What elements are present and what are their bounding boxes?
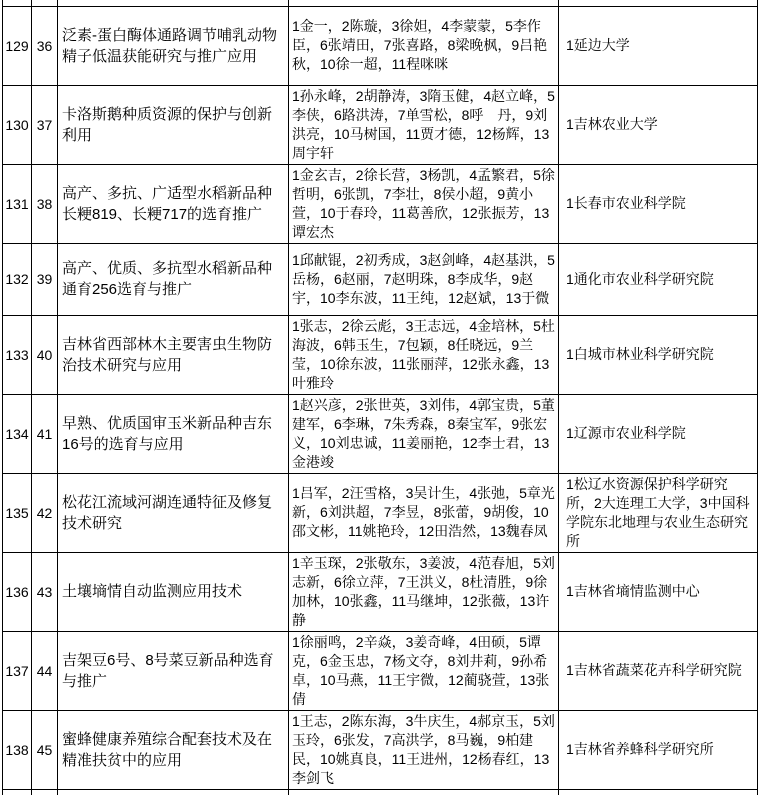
table-row	[3, 710, 758, 789]
row-seq: 136	[3, 552, 32, 631]
project-title: 泛素-蛋白酶体通路调节哺乳动物精子低温获能研究与推广应用	[58, 6, 289, 85]
row-no: 43	[32, 552, 58, 631]
clipped-cell	[32, 789, 58, 795]
project-institution: 1通化市农业科学研究院	[559, 243, 758, 315]
row-seq: 134	[3, 394, 32, 473]
clipped-cell	[3, 789, 32, 795]
project-institution: 1松辽水资源保护科学研究所，2大连理工大学，3中国科学院东北地理与农业生态研究所	[559, 473, 758, 552]
table-row	[3, 552, 758, 631]
clipped-cell	[58, 789, 289, 795]
project-members: 1邱献锟，2初秀成，3赵剑峰，4赵基洪，5岳杨，6赵丽，7赵明珠，8李成华，9赵宇，10李东波，11王纯，12赵斌，13于微	[289, 243, 559, 315]
row-seq: 132	[3, 243, 32, 315]
project-institution: 1吉林农业大学	[559, 85, 758, 164]
project-members: 1金一，2陈璇，3徐妲，4李蒙蒙，5李作臣，6张靖田，7张喜路，8梁晚枫，9吕艳秋，10徐一超，11程咪咪	[289, 6, 559, 85]
row-seq: 138	[3, 710, 32, 789]
row-no: 44	[32, 631, 58, 710]
project-title: 吉林省西部林木主要害虫生物防治技术研究与应用	[58, 315, 289, 394]
row-seq: 133	[3, 315, 32, 394]
row-no: 41	[32, 394, 58, 473]
project-members: 1徐丽鸣，2辛焱，3姜奇峰，4田硕，5谭克，6金玉忠，7杨文夺，8刘井莉，9孙希卓，10马燕，11王宇微，12蔺骁萱，13张倩	[289, 631, 559, 710]
project-institution: 1吉林省蔬菜花卉科学研究院	[559, 631, 758, 710]
project-institution: 1辽源市农业科学院	[559, 394, 758, 473]
row-seq: 135	[3, 473, 32, 552]
row-seq: 131	[3, 164, 32, 243]
project-members: 1赵兴彦，2张世英，3刘伟，4郭宝贵，5董建军，6李琳，7朱秀森，8秦宝军，9张宏义，10刘忠诚，11姜丽艳，12李士君，13金港竣	[289, 394, 559, 473]
row-seq: 129	[3, 6, 32, 85]
project-title: 高产、优质、多抗型水稻新品种通育256选育与推广	[58, 243, 289, 315]
project-institution: 1吉林省墒情监测中心	[559, 552, 758, 631]
project-title: 高产、多抗、广适型水稻新品种长粳819、长粳717的选育推广	[58, 164, 289, 243]
project-members: 1金玄吉，2徐长营，3杨凯，4孟繁君，5徐哲明，6张凯，7李壮，8侯小超，9黄小萱，10于春玲，11葛善欣，12张振芳，13谭宏杰	[289, 164, 559, 243]
row-no: 45	[32, 710, 58, 789]
row-no: 40	[32, 315, 58, 394]
project-title: 蜜蜂健康养殖综合配套技术及在精准扶贫中的应用	[58, 710, 289, 789]
award-projects-table	[2, 0, 758, 795]
project-members: 1吕军，2汪雪格，3吴计生，4张弛，5章光新，6刘洪超，7李昱，8张蕾，9胡俊，10邵文彬，11姚艳玲，12田浩然，13魏春凤	[289, 473, 559, 552]
table-row	[3, 243, 758, 315]
row-seq: 137	[3, 631, 32, 710]
row-seq: 130	[3, 85, 32, 164]
project-institution: 1白城市林业科学研究院	[559, 315, 758, 394]
project-title: 卡洛斯鹅种质资源的保护与创新利用	[58, 85, 289, 164]
row-no: 37	[32, 85, 58, 164]
project-members: 1辛玉琛，2张敬东，3姜波，4范春旭，5刘志新，6徐立萍，7王洪义，8杜清胜，9徐加林，10张鑫，11马继坤，12张薇，13许静	[289, 552, 559, 631]
table-row	[3, 164, 758, 243]
table-row	[3, 315, 758, 394]
row-no: 36	[32, 6, 58, 85]
project-title: 早熟、优质国审玉米新品种吉东16号的选育与应用	[58, 394, 289, 473]
clipped-cell	[559, 789, 758, 795]
row-no: 42	[32, 473, 58, 552]
project-members: 1张志，2徐云彪，3王志远，4金培林，5杜海波，6韩玉生，7包颖，8任晓远，9兰莹，10徐东波，11张丽萍，12张永鑫，13叶雅玲	[289, 315, 559, 394]
row-no: 38	[32, 164, 58, 243]
project-institution: 1延边大学	[559, 6, 758, 85]
clipped-row-bottom	[3, 789, 758, 795]
project-members: 1孙永峰，2胡静涛，3隋玉健，4赵立峰，5李侠，6路洪涛，7单雪松，8呼 丹，9刘洪亮，10马树国，11贾才德，12杨辉，13周宇轩	[289, 85, 559, 164]
clipped-cell	[289, 789, 559, 795]
table-row	[3, 394, 758, 473]
project-institution: 1吉林省养蜂科学研究所	[559, 710, 758, 789]
project-members: 1王志，2陈东海，3牛庆生，4郝京玉，5刘玉玲，6张发，7高洪学，8马巍，9柏建民，10姚真良，11王进州，12杨春红，13李剑飞	[289, 710, 559, 789]
project-title: 吉架豆6号、8号菜豆新品种选育与推广	[58, 631, 289, 710]
table-row	[3, 473, 758, 552]
row-no: 39	[32, 243, 58, 315]
table-row	[3, 6, 758, 85]
project-institution: 1长春市农业科学院	[559, 164, 758, 243]
table-row	[3, 85, 758, 164]
project-title: 松花江流域河湖连通特征及修复技术研究	[58, 473, 289, 552]
table-row	[3, 631, 758, 710]
project-title: 土壤墒情自动监测应用技术	[58, 552, 289, 631]
